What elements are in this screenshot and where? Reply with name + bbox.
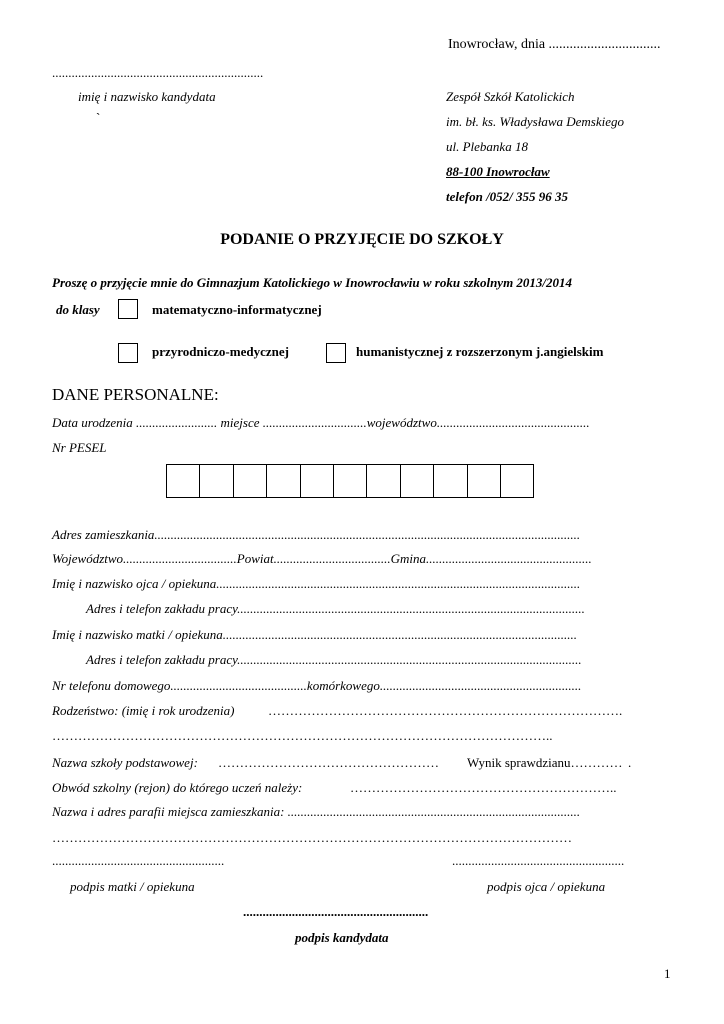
field-father-work[interactable]: Adres i telefon zakładu pracy........................................................................................................... — [86, 601, 585, 616]
field-parish[interactable]: Nazwa i adres parafii miejsca zamieszkania: .......................................................................................... — [52, 804, 581, 819]
option-math-it: matematyczno-informatycznej — [152, 302, 322, 317]
pesel-cell[interactable] — [234, 464, 267, 498]
signature-father-dots[interactable]: ..................................................... — [452, 853, 625, 868]
pesel-grid[interactable] — [166, 464, 534, 498]
field-primary-school[interactable]: …………………………………………… — [218, 755, 439, 770]
field-address[interactable]: Adres zamieszkania................................................................................................................................... — [52, 527, 581, 542]
district-label: Obwód szkolny (rejon) do którego uczeń należy: — [52, 780, 303, 795]
candidate-name-caption: imię i nazwisko kandydata — [78, 89, 216, 104]
school-patron: im. bł. ks. Władysława Demskiego — [446, 114, 625, 129]
stray-mark: ` — [96, 110, 101, 125]
page-number: 1 — [664, 966, 671, 981]
option-humanistic: humanistycznej z rozszerzonym j.angielskim — [356, 344, 604, 359]
checkbox-natural-medical[interactable] — [118, 343, 138, 363]
siblings-label: Rodzeństwo: (imię i rok urodzenia) — [52, 703, 235, 718]
field-test-result[interactable]: Wynik sprawdzianu………… — [467, 755, 623, 770]
request-text: Proszę o przyjęcie mnie do Gimnazjum Katolickiego w Inowrocławiu w roku szkolnym 2013/2014 — [52, 275, 573, 290]
field-siblings-line2[interactable]: …………………………………………………………………………………………………….. — [52, 728, 553, 743]
signature-mother-caption: podpis matki / opiekuna — [70, 879, 195, 894]
pesel-label: Nr PESEL — [52, 440, 107, 455]
test-result-end: . — [628, 755, 632, 770]
candidate-name-dots: ................................................................. — [52, 65, 264, 80]
field-mother-work[interactable]: Adres i telefon zakładu pracy.......................................................................................................... — [86, 652, 582, 667]
pesel-cell[interactable] — [501, 464, 534, 498]
field-birth[interactable]: Data urodzenia ......................... miejsce ................................województwo............................................... — [52, 415, 590, 430]
pesel-cell[interactable] — [401, 464, 434, 498]
school-phone: telefon /052/ 355 96 35 — [446, 189, 569, 204]
field-phone[interactable]: Nr telefonu domowego..........................................komórkowego.............................................................. — [52, 678, 582, 693]
pesel-cell[interactable] — [301, 464, 334, 498]
page-title: PODANIE O PRZYJĘCIE DO SZKOŁY — [220, 231, 504, 248]
pesel-cell[interactable] — [434, 464, 467, 498]
field-region[interactable]: Województwo...................................Powiat....................................Gmina................................................... — [52, 551, 592, 566]
field-parish-line2[interactable]: ………………………………………………………………………………………………………… — [52, 830, 572, 845]
class-label: do klasy — [56, 302, 100, 317]
section-title: DANE PERSONALNE: — [52, 385, 219, 404]
field-siblings[interactable]: ………………………………………………………………………. — [268, 703, 623, 718]
field-district[interactable]: …………………………………………………….. — [350, 780, 617, 795]
field-father[interactable]: Imię i nazwisko ojca / opiekuna................................................................................................................ — [52, 576, 581, 591]
checkbox-humanistic[interactable] — [326, 343, 346, 363]
school-name: Zespół Szkół Katolickich — [446, 89, 575, 104]
option-natural-medical: przyrodniczo-medycznej — [152, 344, 289, 359]
school-city: 88-100 Inowrocław — [446, 164, 550, 179]
pesel-cell[interactable] — [468, 464, 501, 498]
place-date-line: Inowrocław, dnia ................................ — [448, 37, 661, 52]
signature-candidate-dots[interactable]: ......................................................... — [243, 904, 429, 919]
checkbox-math-it[interactable] — [118, 299, 138, 319]
signature-candidate-caption: podpis kandydata — [295, 930, 389, 945]
primary-school-label: Nazwa szkoły podstawowej: — [52, 755, 198, 770]
school-street: ul. Plebanka 18 — [446, 139, 528, 154]
signature-mother-dots[interactable]: ..................................................... — [52, 853, 225, 868]
pesel-cell[interactable] — [334, 464, 367, 498]
pesel-cell[interactable] — [200, 464, 233, 498]
pesel-cell[interactable] — [167, 464, 200, 498]
pesel-cell[interactable] — [367, 464, 400, 498]
signature-father-caption: podpis ojca / opiekuna — [487, 879, 606, 894]
pesel-cell[interactable] — [267, 464, 300, 498]
field-mother[interactable]: Imię i nazwisko matki / opiekuna............................................................................................................. — [52, 627, 578, 642]
